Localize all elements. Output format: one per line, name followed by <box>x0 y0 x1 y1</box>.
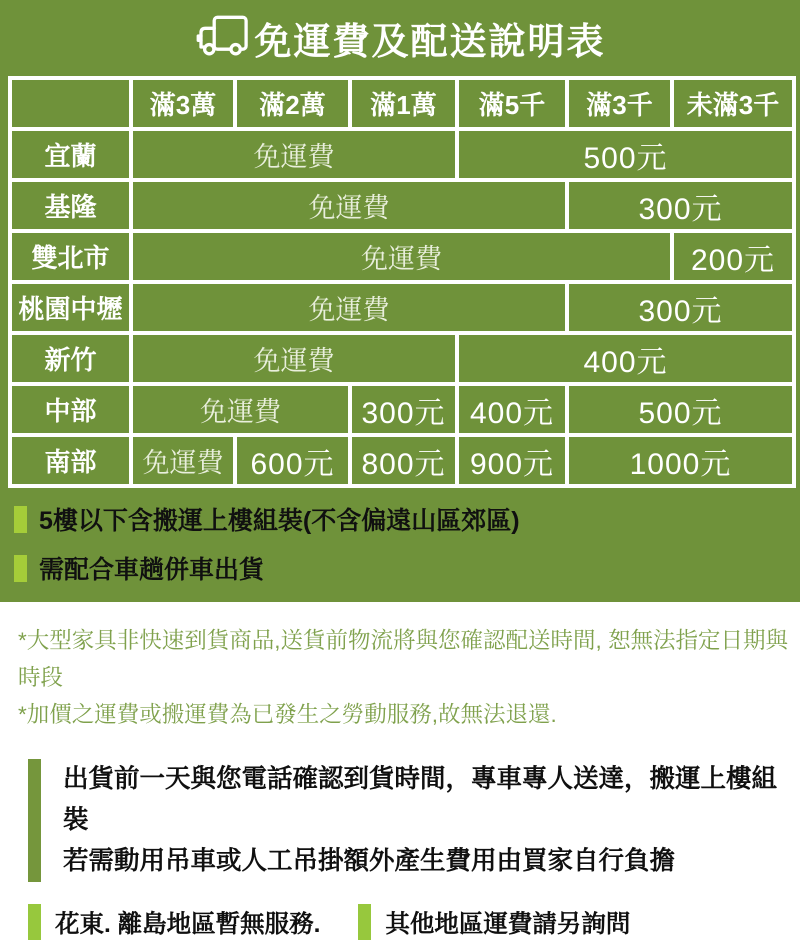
green-bar-icon <box>28 904 41 940</box>
delivery-notice-text <box>63 759 800 882</box>
fee-cell: 300元 <box>350 384 457 435</box>
table-row <box>10 282 794 333</box>
note-line: *加價之運費或搬運費為已發生之勞動服務,故無法退還. <box>18 702 557 727</box>
table-row <box>10 180 794 231</box>
corner-cell <box>10 78 131 129</box>
free-shipping-cell: 免運費 <box>131 231 672 282</box>
green-bar-icon <box>358 904 371 940</box>
table-row <box>10 333 794 384</box>
free-shipping-cell: 免運費 <box>131 333 457 384</box>
footer-note-text: 花東. 離島地區暫無服務. <box>55 910 321 938</box>
fee-cell: 500元 <box>567 384 794 435</box>
column-header: 滿3萬 <box>131 78 235 129</box>
fee-cell: 300元 <box>567 180 794 231</box>
truck-icon <box>195 14 251 63</box>
fee-cell: 400元 <box>457 384 567 435</box>
note-line: *大型家具非快速到貨商品,送貨前物流將與您確認配送時間, 恕無法指定日期與時段 <box>18 628 789 690</box>
table-row <box>10 129 794 180</box>
free-shipping-cell: 免運費 <box>131 384 350 435</box>
shipping-fee-table <box>8 76 796 488</box>
free-shipping-cell: 免運費 <box>131 180 567 231</box>
bullet-item <box>14 501 800 537</box>
delivery-notice-line: 若需動用吊車或人工吊掛額外產生費用由買家自行負擔 <box>63 847 676 875</box>
page-title <box>0 0 800 76</box>
table-row <box>10 435 794 486</box>
column-header: 滿3千 <box>567 78 672 129</box>
free-shipping-cell: 免運費 <box>131 282 567 333</box>
row-label: 雙北市 <box>10 231 131 282</box>
footnotes-panel <box>0 602 800 940</box>
row-label: 基隆 <box>10 180 131 231</box>
column-header: 滿5千 <box>457 78 567 129</box>
green-square-bullet-icon <box>14 506 27 533</box>
fee-cell: 600元 <box>235 435 350 486</box>
green-square-bullet-icon <box>14 555 27 582</box>
row-label: 中部 <box>10 384 131 435</box>
footer-note <box>358 904 630 940</box>
free-shipping-cell: 免運費 <box>131 129 457 180</box>
bullet-item <box>14 550 800 586</box>
bullet-text: 5樓以下含搬運上樓組裝(不含偏遠山區郊區) <box>39 507 520 535</box>
footer-note-text: 其他地區運費請另詢問 <box>385 910 631 938</box>
fee-cell: 400元 <box>457 333 794 384</box>
green-bar-icon <box>28 759 41 882</box>
row-label: 桃園中壢 <box>10 282 131 333</box>
table-row <box>10 384 794 435</box>
column-header: 滿1萬 <box>350 78 457 129</box>
column-header: 未滿3千 <box>672 78 794 129</box>
fee-cell: 800元 <box>350 435 457 486</box>
bullet-text: 需配合車趟併車出貨 <box>39 556 265 584</box>
fee-cell: 500元 <box>457 129 794 180</box>
column-header: 滿2萬 <box>235 78 350 129</box>
delivery-notice-line: 出貨前一天與您電話確認到貨時間，專車專人送達，搬運上樓組裝 <box>63 765 778 834</box>
footer-notes <box>28 904 800 940</box>
footer-note <box>28 904 320 940</box>
table-row <box>10 231 794 282</box>
row-label: 宜蘭 <box>10 129 131 180</box>
table-header-row <box>10 78 794 129</box>
fee-cell: 900元 <box>457 435 567 486</box>
fee-cell: 1000元 <box>567 435 794 486</box>
delivery-notice <box>28 759 800 882</box>
fee-cell: 200元 <box>672 231 794 282</box>
row-label: 新竹 <box>10 333 131 384</box>
table-body <box>10 129 794 486</box>
free-shipping-cell: 免運費 <box>131 435 235 486</box>
row-label: 南部 <box>10 435 131 486</box>
fee-cell: 300元 <box>567 282 794 333</box>
page-title-text: 免運費及配送說明表 <box>254 21 606 62</box>
